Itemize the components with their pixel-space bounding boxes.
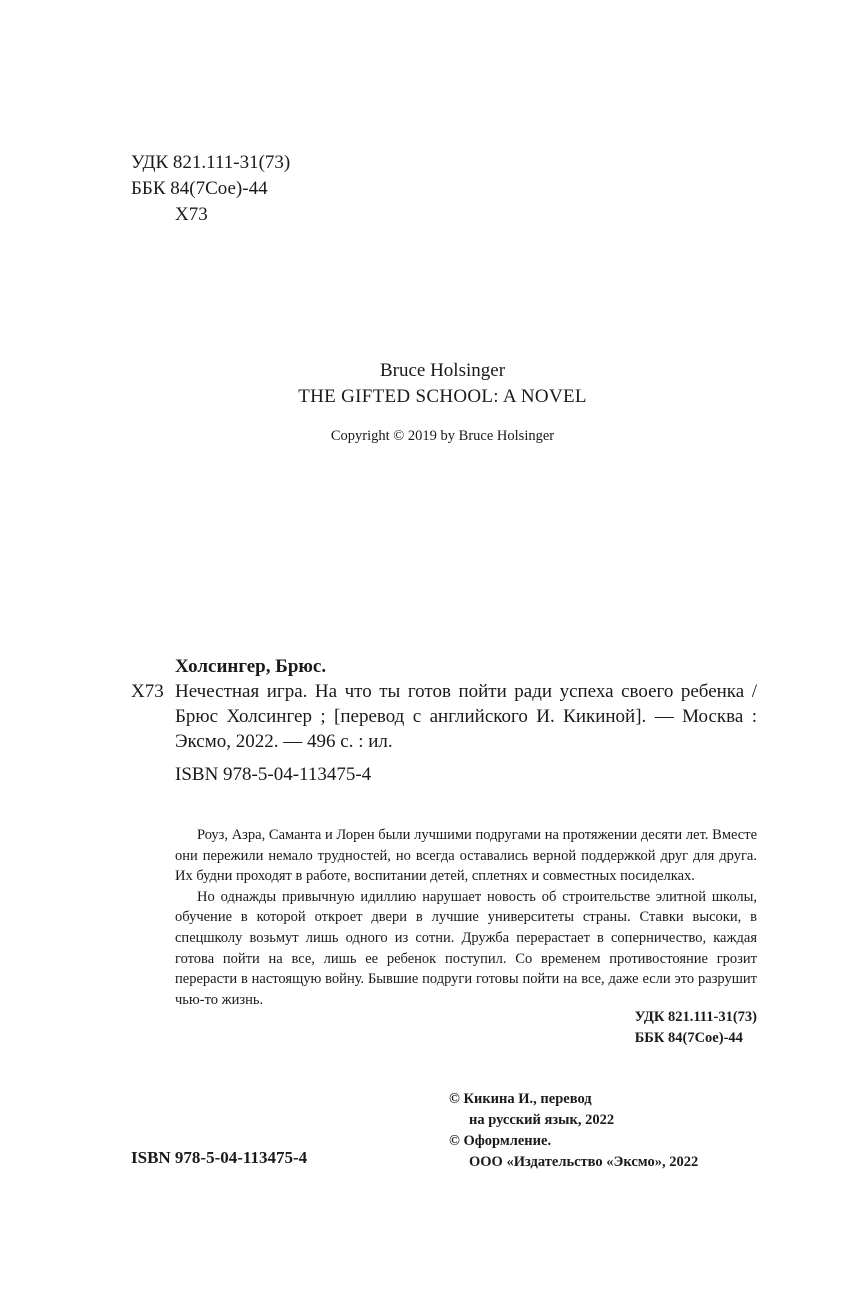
original-edition: [0, 358, 845, 446]
copyright-block: [449, 1089, 698, 1173]
annotation: [175, 825, 757, 1010]
annotation-paragraph: Но однажды привычную идиллию нарушает новость об строительстве элитной школы, обучение в которой откроет двери в лучшие университеты страны. Ставки высоки, в спецшколу возьмут лишь одного из сотни. Дружба перерастает в соперничество, каждая готова пойти на все, лишь ее ребенок поступил. Со временем противостояние грозит перерасти в настоящую войну. Бывшие подруги готовы пойти на все, даже если это разрушит чью-то жизнь.: [175, 888, 757, 1008]
copyright-publisher: ООО «Издательство «Эксмо», 2022: [469, 1154, 699, 1170]
classification-bottom: [635, 1007, 757, 1049]
copyright-design: © Оформление.: [449, 1133, 552, 1149]
original-copyright: Copyright © 2019 by Bruce Holsinger: [330, 428, 555, 444]
bibliographic-record: [131, 654, 757, 787]
isbn-bottom: ISBN 978-5-04-113475-4: [131, 1148, 308, 1167]
original-author: Bruce Holsinger: [379, 360, 506, 381]
biblio-heading: Холсингер, Брюс.: [175, 656, 327, 677]
biblio-description: Нечестная игра. На что ты готов пойти ради успеха своего ребенка / Брюс Холсингер ; [перевод с английского И. Кикиной]. — Москва : Эксмо, 2022. — 496 с. : ил.: [175, 681, 757, 752]
classification-top: [131, 150, 290, 228]
udk-code-bottom: УДК 821.111-31(73): [634, 1009, 757, 1025]
author-mark: Х73: [175, 204, 208, 225]
udk-code: УДК 821.111-31(73): [131, 152, 291, 173]
biblio-isbn: ISBN 978-5-04-113475-4: [175, 764, 372, 785]
original-title: THE GIFTED SCHOOL: A NOVEL: [298, 386, 587, 407]
copyright-translation-lang: на русский язык, 2022: [469, 1112, 615, 1128]
bbk-code: ББК 84(7Сое)-44: [131, 178, 268, 199]
copyright-translation: © Кикина И., перевод: [449, 1091, 592, 1107]
bbk-code-bottom: ББК 84(7Сое)-44: [634, 1030, 743, 1046]
biblio-code: Х73: [131, 681, 164, 702]
annotation-paragraph: Роуз, Азра, Саманта и Лорен были лучшими подругами на протяжении десяти лет. Вместе они пережили немало трудностей, но всегда оставались верной поддержкой друг для друга. Их будни проходят в работе, воспитании детей, сплетнях и совместных посиделках.: [175, 827, 757, 885]
